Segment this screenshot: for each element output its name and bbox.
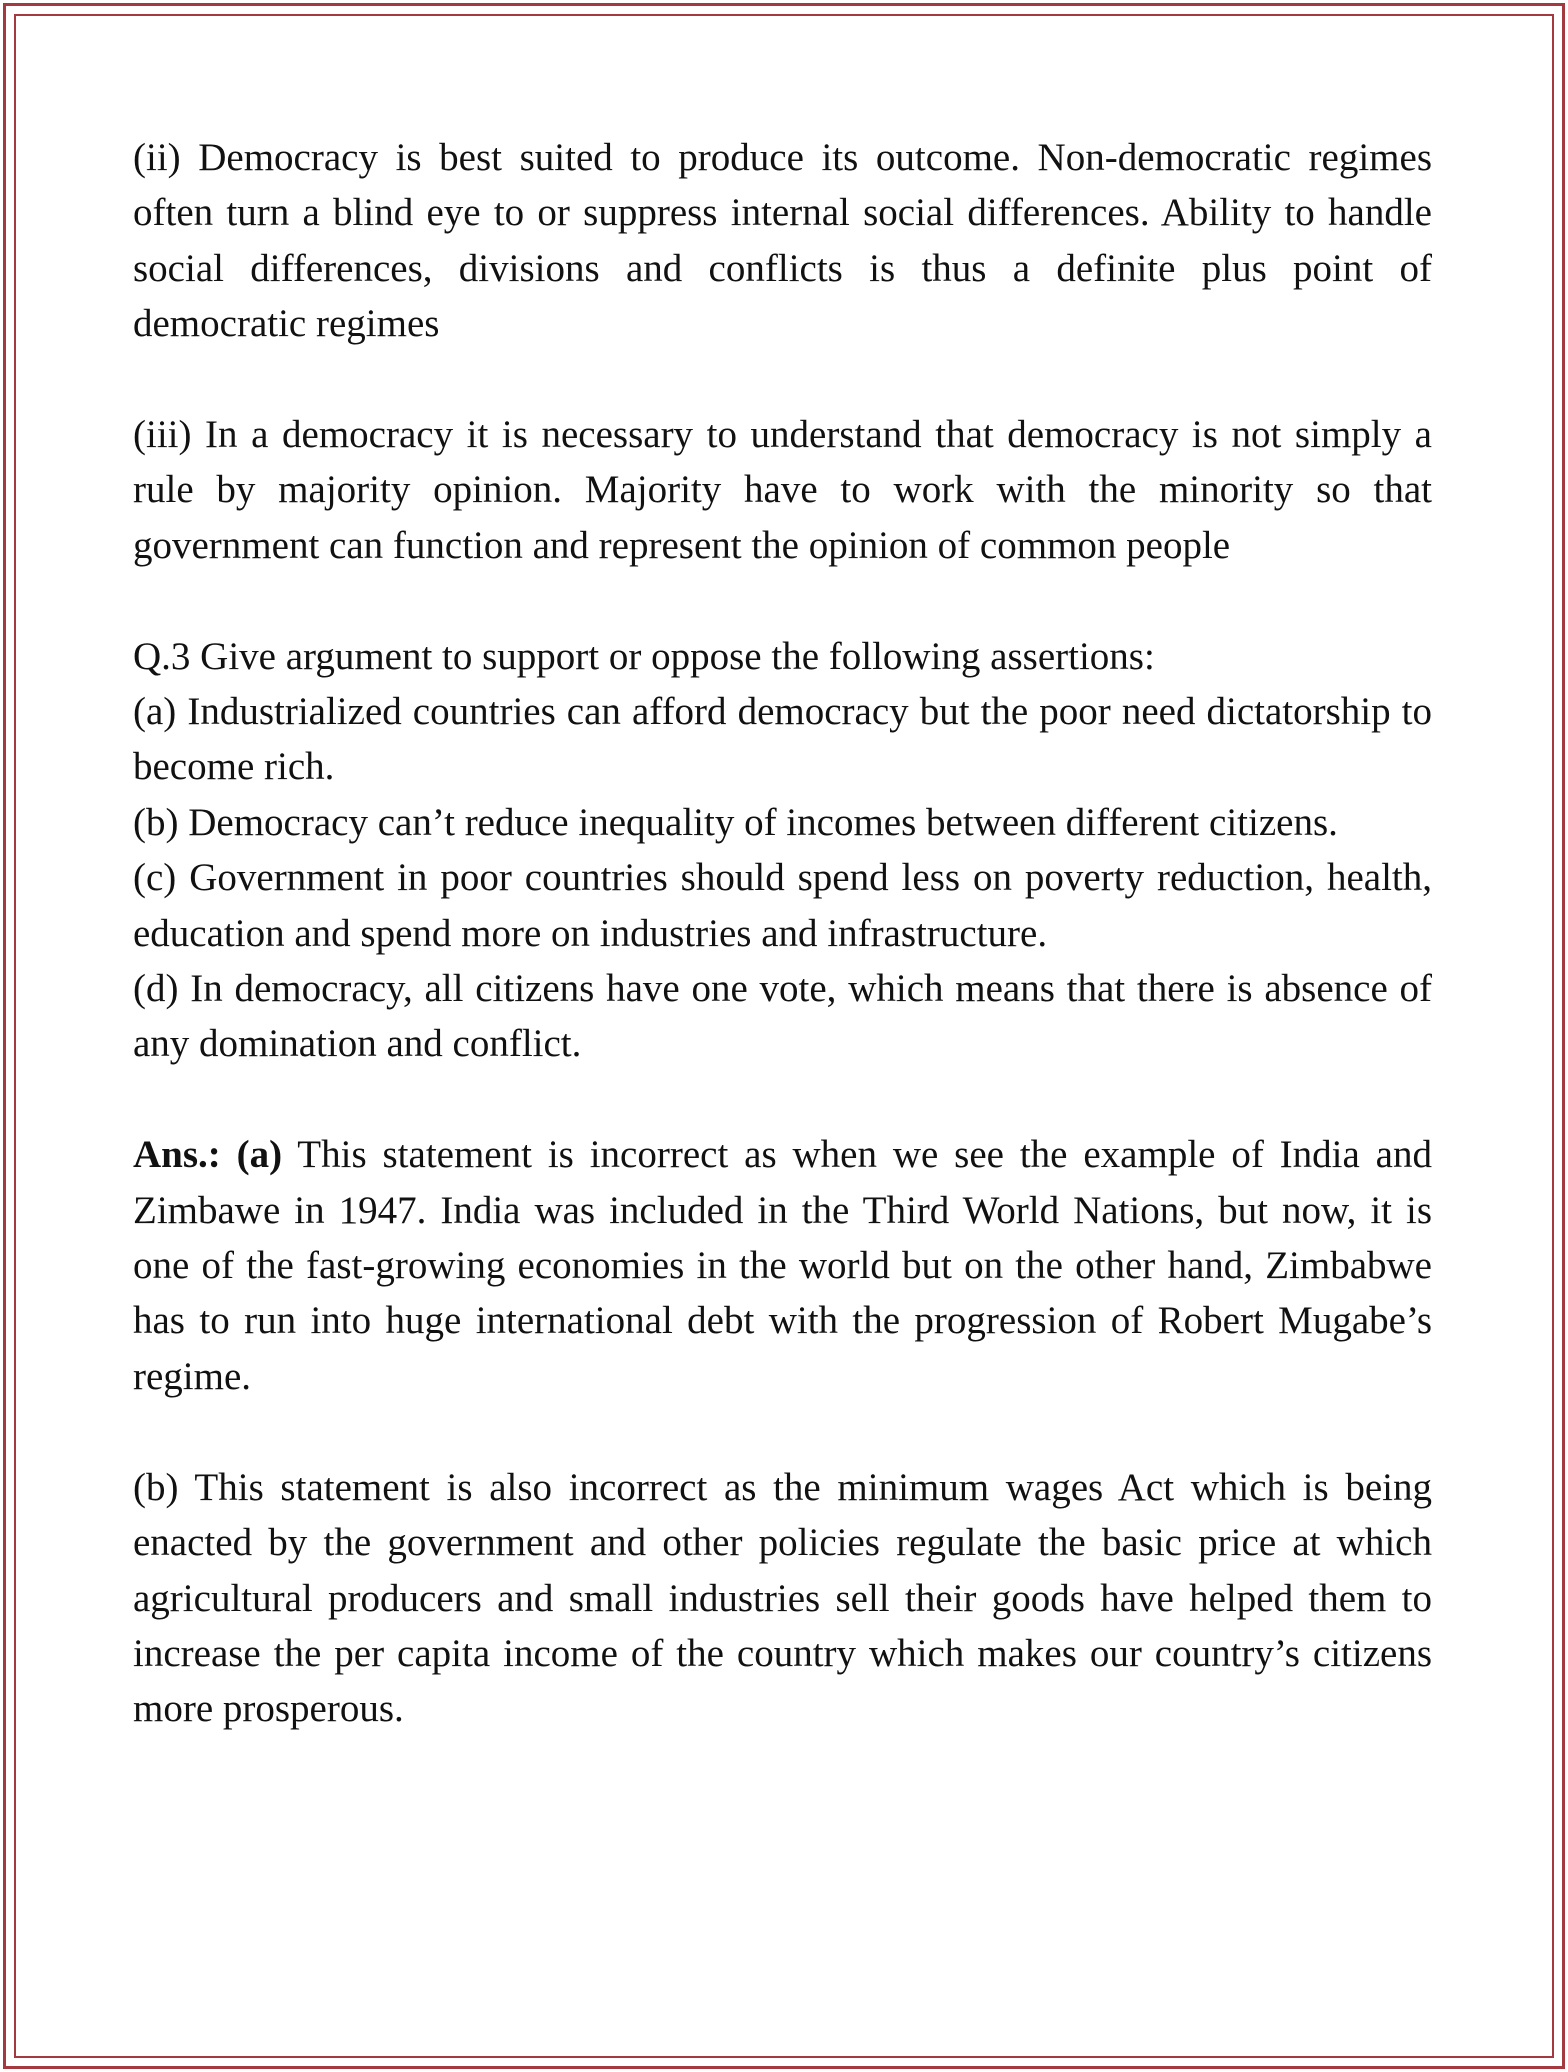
question-3-assertion-d: (d) In democracy, all citizens have one vote, which means that there is absence of any domination and conflict. xyxy=(133,967,1432,1066)
paragraph-point-ii: (ii) Democracy is best suited to produce its outcome. Non-democratic regimes often turn a blind eye to or suppress internal social differences. Ability to handle social differences, divisions and conflicts is thus a definite plus point of democratic regimes xyxy=(133,136,1432,346)
paragraph-point-iii: (iii) In a democracy it is necessary to understand that democracy is not simply a rule by majority opinion. Majority have to work with the minority so that government can function and represent the opinion of common people xyxy=(133,413,1432,567)
question-3-assertion-b: (b) Democracy can’t reduce inequality of incomes between different citizens. xyxy=(133,800,1338,844)
question-3-assertion-c: (c) Government in poor countries should spend less on poverty reduction, health, education and spend more on industries and infrastructure. xyxy=(133,856,1432,955)
document-body xyxy=(133,130,1432,1737)
answer-label: Ans.: xyxy=(133,1133,221,1177)
answer-a-paragraph xyxy=(133,1127,1432,1404)
answer-a-label: (a) xyxy=(236,1133,283,1177)
answer-b-paragraph: (b) This statement is also incorrect as the minimum wages Act which is being enacted by the government and other policies regulate the basic price at which agricultural producers and small industries sell their goods have helped them to increase the per capita income of the country which makes our country’s citizens more prosperous. xyxy=(133,1465,1432,1731)
question-3-assertion-a: (a) Industrialized countries can afford democracy but the poor need dictatorship to become rich. xyxy=(133,690,1432,789)
question-3-heading: Q.3 Give argument to support or oppose the following assertions: xyxy=(133,634,1155,678)
answer-a-text: This statement is incorrect as when we see the example of India and Zimbawe in 1947. India was included in the Third World Nations, but now, it is one of the fast-growing economies in the world but on the other hand, Zimbabwe has to run into huge international debt with the progression of Robert Mugabe’s regime. xyxy=(133,1133,1432,1398)
